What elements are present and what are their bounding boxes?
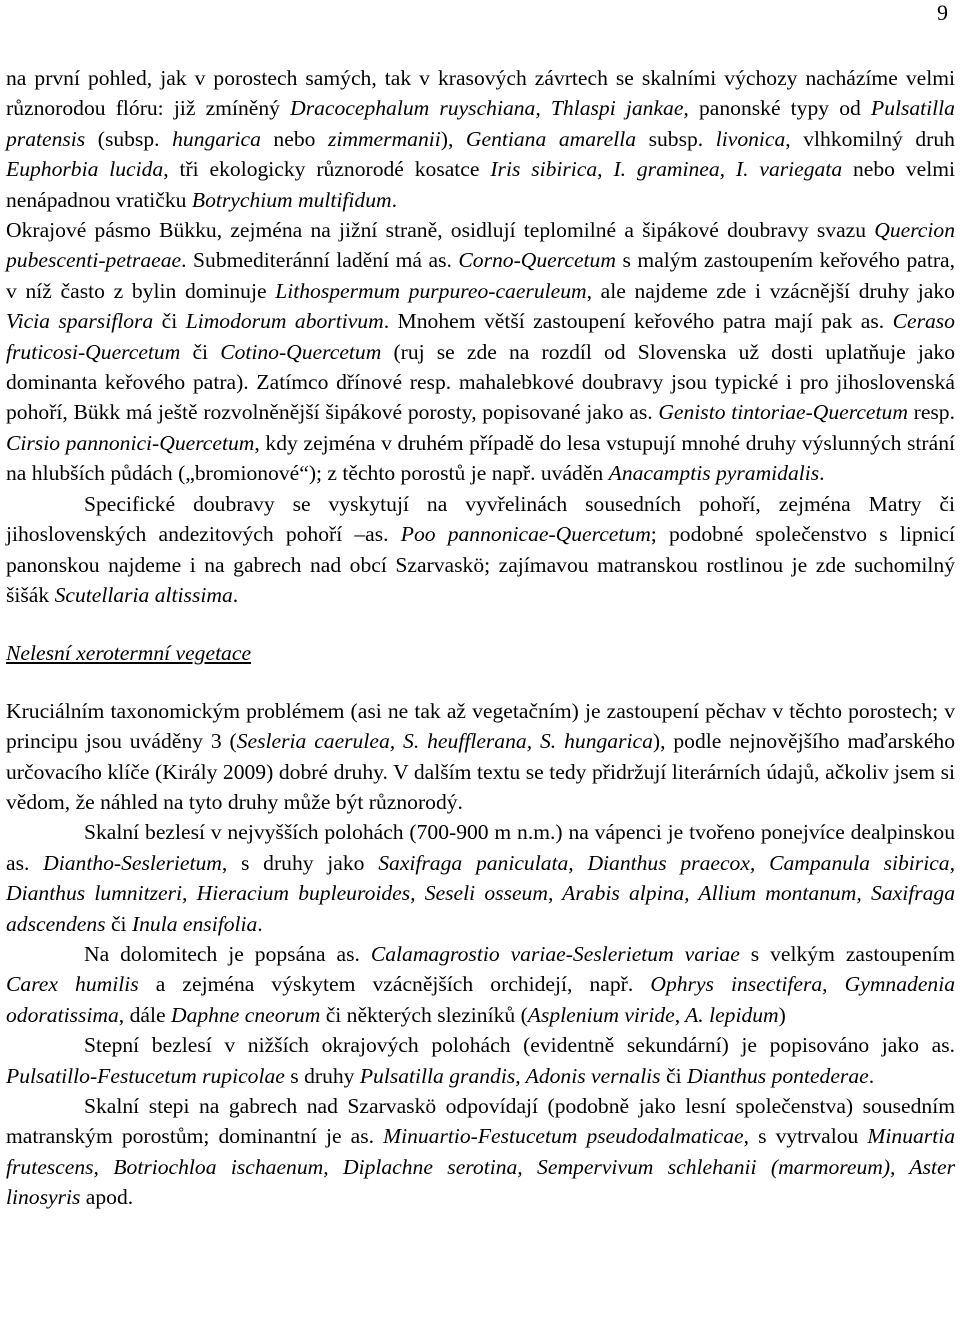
species-name: Scutellaria altissima xyxy=(54,582,233,607)
text-run: (ruj se zde na rozdíl od Slovenska už dosti uplatňuje jako dominanta keřového patra). Zatímco dřínové resp. mahalebkové doubravy jsou typické i pro jihoslovenská pohoří, Bükk má ještě rozvolněnější šipákové porosty, popisované jako as. xyxy=(6,339,955,425)
text-run: s malým zastoupením keřového patra, v níž často z bylin dominuje xyxy=(6,248,956,303)
text-run: . Mnohem větší zastoupení keřového patra mají pak as. xyxy=(383,309,893,334)
paragraph xyxy=(6,1091,955,1213)
species-name: Saxifraga paniculata, Dianthus praecox, Campanula sibirica, Dianthus lumnitzeri, Hieracium bupleuroides, Seseli osseum, Arabis alpina, Allium montanum, Saxifraga adscendens xyxy=(6,850,955,936)
text-run: , s druhy jako xyxy=(221,850,379,875)
text-run: na první pohled, jak v porostech samých, tak v krasových závrtech se skalními výchozy nacházíme velmi různorodou flóru: již zmíněný xyxy=(6,66,955,121)
text-run: Skalní bezlesí v nejvyšších polohách (700-900 m n.m.) na vápenci je tvořeno ponejvíce dealpinskou as. xyxy=(6,820,955,875)
text-run: . xyxy=(868,1063,875,1088)
species-name: Carex humilis xyxy=(6,972,139,997)
species-name: Ophrys insectifera, Gymnadenia odoratissima xyxy=(6,972,955,1027)
species-name: Asplenium viride, A. lepidum xyxy=(527,1002,779,1027)
text-run: ; podobné společenstvo s lipnicí panonskou najdeme i na gabrech nad obcí Szarvaskö; zajímavou matranskou rostlinou je zde suchomilný šišák xyxy=(6,522,955,607)
text-run: Na dolomitech je popsána as. xyxy=(84,941,371,966)
species-name: livonica xyxy=(715,126,786,151)
text-run: či xyxy=(105,911,132,936)
species-name: Minuartio-Festucetum pseudodalmaticae xyxy=(383,1124,744,1149)
species-name: Iris sibirica, I. graminea, I. variegata xyxy=(490,157,843,182)
text-run: či xyxy=(153,309,186,334)
paragraph xyxy=(6,817,955,939)
species-name: Ceraso fruticosi-Quercetum xyxy=(6,309,955,364)
species-name: Daphne cneorum xyxy=(170,1002,321,1027)
paragraph xyxy=(6,696,955,818)
species-name: Cotino-Quercetum xyxy=(220,339,382,364)
text-run: , vlhkomilný druh xyxy=(785,126,955,151)
text-run: ) xyxy=(778,1002,786,1027)
page-number: 9 xyxy=(937,0,948,25)
text-run: . xyxy=(257,911,263,936)
text-run: . Submediteránní ladění má as. xyxy=(181,248,459,273)
text-run: Kruciálním taxonomickým problémem (asi ne tak až vegetačním) je zastoupení pěchav v těchto porostech; v principu jsou uváděny 3 ( xyxy=(6,698,955,754)
species-name: Poo pannonicae-Quercetum xyxy=(400,522,651,547)
species-name: Gentiana amarella xyxy=(465,126,637,151)
section-heading: Nelesní xerotermní vegetace xyxy=(6,641,252,666)
text-run: . xyxy=(819,461,825,486)
text-run: , tři ekologicky různorodé kosatce xyxy=(163,157,491,182)
text-run: , s vytrvalou xyxy=(743,1124,868,1149)
document-body xyxy=(6,63,955,1213)
species-name: zimmermanii xyxy=(327,126,441,151)
text-run: , dále xyxy=(118,1002,171,1027)
text-run: Specifické doubravy se vyskytují na vyvřelinách sousedních pohoří, zejména Matry či jihoslovenských andezitových pohoří –as. xyxy=(6,491,955,547)
paragraph xyxy=(6,939,955,1030)
species-name: Limodorum abortivum xyxy=(185,309,384,334)
paragraph xyxy=(6,215,955,489)
text-run: Okrajové pásmo Bükku, zejména na jižní straně, osidlují teplomilné a šipákové doubravy svazu xyxy=(6,218,875,243)
text-run: s velkým zastoupením xyxy=(739,941,955,966)
species-name: Minuartia frutescens, Botriochloa ischaenum, Diplachne serotina, Sempervivum schlehanii (marmoreum), Aster linosyris xyxy=(6,1124,955,1210)
species-name: Calamagrostio variae-Seslerietum variae xyxy=(370,941,740,966)
text-run: . xyxy=(232,582,239,607)
species-name: Vicia sparsiflora xyxy=(6,309,154,334)
species-name: hungarica xyxy=(172,126,261,151)
text-run: , kdy zejména v druhém případě do lesa vstupují mnohé druhy výslunných strání na hlubších půdách („bromionové“); z těchto porostů je např. uváděn xyxy=(6,430,956,486)
text-run: . xyxy=(391,187,398,212)
species-name: Pulsatilla grandis, Adonis vernalis xyxy=(359,1063,661,1088)
text-run: nebo velmi nenápadnou vratičku xyxy=(6,157,955,212)
species-name: Inula ensifolia xyxy=(131,911,258,936)
paragraph xyxy=(6,63,955,215)
species-name: Dianthus pontederae xyxy=(686,1063,869,1088)
paragraph xyxy=(6,1030,955,1091)
species-name: Pulsatillo-Festucetum rupicolae xyxy=(6,1063,285,1088)
paragraph xyxy=(6,489,955,611)
species-name: Sesleria caerulea, S. heufflerana, S. hungarica xyxy=(236,729,653,754)
text-run: ), xyxy=(440,126,466,151)
text-run: a zejména výskytem vzácnějších orchidejí, např. xyxy=(138,972,651,997)
text-run: či xyxy=(180,339,221,364)
text-run: subsp. xyxy=(636,126,716,151)
species-name: Diantho-Seslerietum xyxy=(43,850,222,875)
species-name: Botrychium multifidum xyxy=(191,187,392,212)
species-name: Corno-Quercetum xyxy=(458,248,616,273)
text-run: (subsp. xyxy=(85,126,173,151)
text-run: , ale najdeme zde i vzácnější druhy jako xyxy=(586,278,955,303)
species-name: Anacamptis pyramidalis xyxy=(608,461,820,486)
text-run: panonské typy od xyxy=(688,96,871,121)
text-run: Skalní stepi na gabrech nad Szarvaskö odpovídají (podobně jako lesní společenstva) sousedním matranským porostům; dominantní je as. xyxy=(6,1094,955,1149)
species-name: Dracocephalum ruyschiana, Thlaspi jankae, xyxy=(290,96,689,121)
species-name: Quercion pubescenti-petraeae xyxy=(6,218,955,273)
species-name: Lithospermum purpureo-caeruleum xyxy=(275,278,587,303)
text-run: či některých sleziníků ( xyxy=(320,1002,528,1027)
species-name: Genisto tintoriae-Quercetum xyxy=(658,400,908,425)
text-run: nebo xyxy=(260,126,328,151)
text-run: Stepní bezlesí v nižších okrajových polohách (evidentně sekundární) je popisováno jako as. xyxy=(84,1033,955,1058)
species-name: Cirsio pannonici-Quercetum xyxy=(6,430,255,455)
species-name: Pulsatilla pratensis xyxy=(6,96,955,151)
text-run: či xyxy=(660,1063,687,1088)
species-name: Euphorbia lucida xyxy=(6,157,164,182)
text-run: ), podle nejnovějšího maďarského určovacího klíče (Király 2009) dobré druhy. V dalším textu se tedy přidržují literárních údajů, ačkoliv jsem si vědom, že náhled na tyto druhy může být různorodý. xyxy=(6,729,955,814)
text-run: resp. xyxy=(907,400,955,425)
text-run: apod. xyxy=(80,1185,134,1210)
text-run: s druhy xyxy=(284,1063,360,1088)
